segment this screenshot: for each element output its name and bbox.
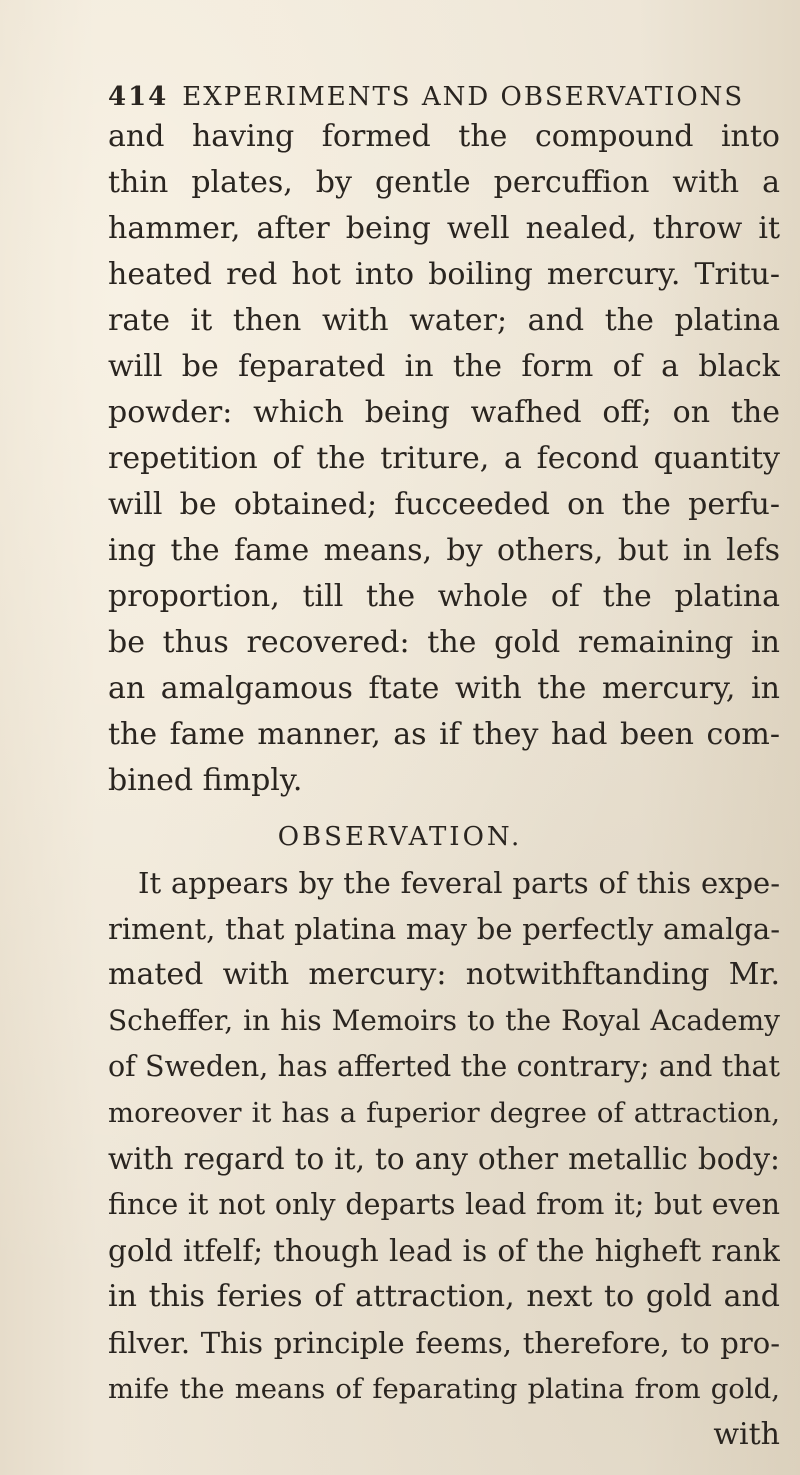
text-line: rate it then with water; and the platina [108,304,780,338]
text-line: will be obtained; fucceeded on the perfu- [108,488,780,522]
text-line: ing the fame means, by others, but in lefs [108,534,780,568]
text-line: heated red hot into boiling mercury. Tritu- [108,258,780,292]
text-line: with regard to it, to any other metallic body: [108,1142,780,1176]
text-line: and having formed the compound into [108,120,780,154]
running-head [108,80,745,114]
text-line: Scheffer, in his Memoirs to the Royal Academy [108,1004,780,1037]
text-line: powder: which being wafhed off; on the [108,396,780,430]
page-number: 414 [108,82,169,112]
text-line: filver. This principle feems, therefore, to pro- [108,1326,780,1360]
text-line: will be feparated in the form of a black [108,350,780,384]
text-line: bined fimply. [108,764,303,798]
text-line: be thus recovered: the gold remaining in [108,626,780,660]
text-line: proportion, till the whole of the platina [108,580,780,614]
text-line: moreover it has a fuperior degree of attraction, [108,1097,780,1129]
text-line: of Sweden, has afferted the contrary; and that [108,1050,780,1083]
text-line: mife the means of feparating platina from gold, [108,1373,780,1405]
text-line: repetition of the triture, a fecond quantity [108,442,780,476]
text-line: the fame manner, as if they had been com- [108,718,780,752]
text-line: It appears by the feveral parts of this expe- [138,866,780,900]
text-line: in this feries of attraction, next to gold and [108,1280,780,1314]
text-line: mated with mercury: notwithftanding Mr. [108,958,780,992]
catchword: with [713,1418,780,1452]
text-line: hammer, after being well nealed, throw it [108,212,780,246]
text-line: fince it not only departs lead from it; but even [108,1188,780,1221]
text-line: thin plates, by gentle percuffion with a [108,166,780,200]
text-line: gold itfelf; though lead is of the higheft rank [108,1234,780,1268]
text-line: an amalgamous ftate with the mercury, in [108,672,780,706]
paragraph-2 [108,866,780,1464]
paragraph-1 [108,120,780,810]
section-heading: OBSERVATION. [277,822,523,852]
running-title: EXPERIMENTS AND OBSERVATIONS [182,82,745,112]
text-line: riment, that platina may be perfectly amalga- [108,912,780,946]
